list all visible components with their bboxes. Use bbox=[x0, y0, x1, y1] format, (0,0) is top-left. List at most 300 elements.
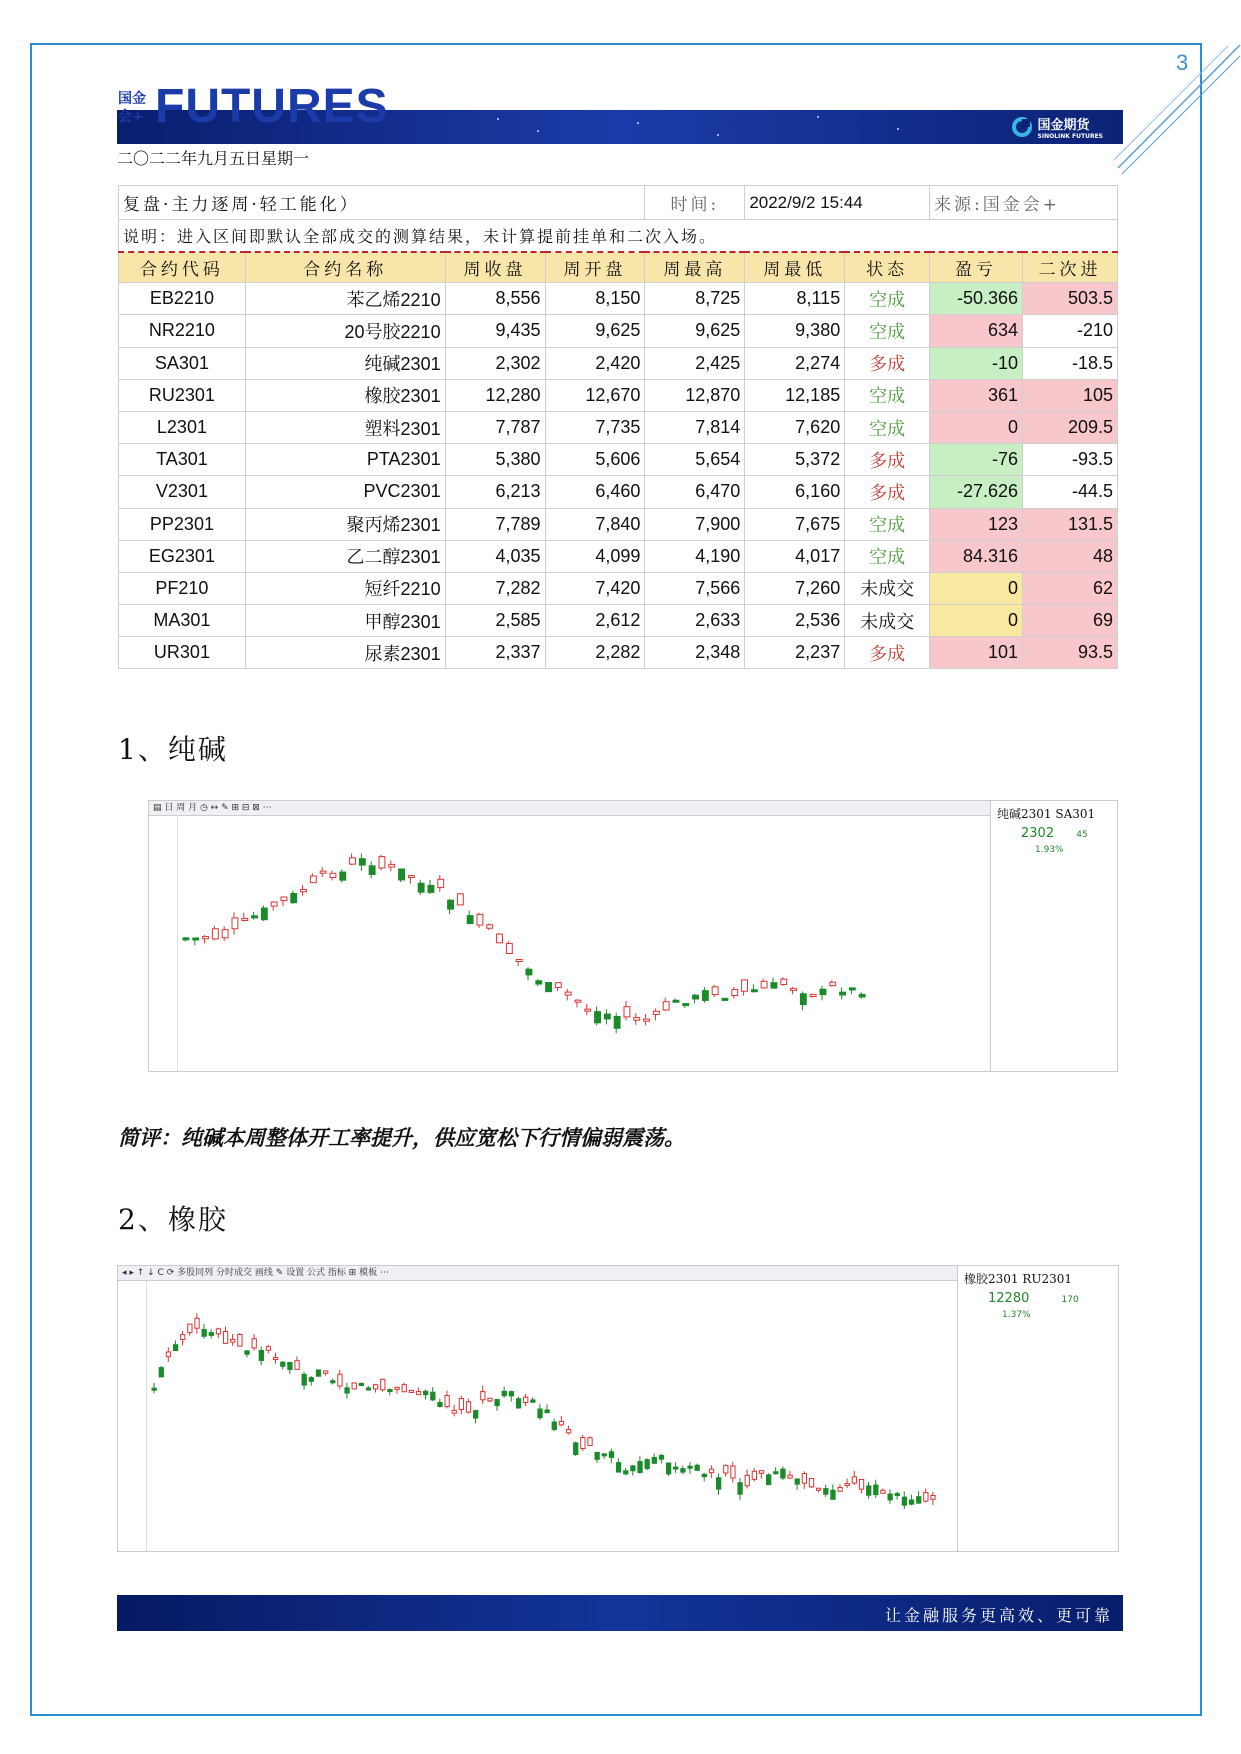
candle bbox=[495, 1400, 499, 1406]
row-name: 短纤2210 bbox=[245, 572, 445, 604]
col-code: 合约代码 bbox=[119, 252, 246, 283]
candle bbox=[634, 1018, 640, 1021]
candle bbox=[409, 1390, 413, 1392]
row-open: 7,840 bbox=[545, 508, 645, 540]
candle bbox=[712, 987, 718, 995]
row-second: 209.5 bbox=[1023, 411, 1118, 443]
soda-quote-lines bbox=[991, 856, 1117, 1072]
table-row bbox=[119, 572, 1118, 604]
rubber-quote-panel bbox=[957, 1266, 1118, 1551]
candle bbox=[395, 1387, 399, 1389]
row-low: 7,675 bbox=[745, 508, 845, 540]
candle bbox=[881, 1490, 885, 1493]
candle bbox=[742, 980, 748, 991]
rubber-kline-chart bbox=[117, 1265, 1119, 1552]
table-row bbox=[119, 476, 1118, 508]
row-code: EG2301 bbox=[119, 540, 246, 572]
row-status: 空成 bbox=[845, 315, 930, 347]
table-note: 说明：进入区间即默认全部成交的测算结果，未计算提前挂单和二次入场。 bbox=[119, 220, 1118, 252]
rubber-quote-title: 橡胶2301 RU2301 bbox=[964, 1272, 1073, 1286]
table-row bbox=[119, 411, 1118, 443]
candle bbox=[232, 918, 238, 929]
candle bbox=[859, 994, 865, 997]
row-name: 苯乙烯2210 bbox=[245, 283, 445, 315]
row-code: TA301 bbox=[119, 444, 246, 476]
candle bbox=[212, 929, 218, 939]
row-pnl: 0 bbox=[930, 411, 1023, 443]
row-close: 8,556 bbox=[445, 283, 545, 315]
row-close: 2,585 bbox=[445, 605, 545, 637]
row-high: 5,654 bbox=[645, 444, 745, 476]
candle bbox=[323, 1371, 327, 1373]
candle bbox=[295, 1361, 299, 1370]
candle bbox=[752, 1471, 756, 1479]
report-date: 二〇二二年九月五日星期一 bbox=[117, 149, 310, 168]
row-open: 2,612 bbox=[545, 605, 645, 637]
soda-pct: 1.93% bbox=[1035, 845, 1064, 855]
row-pnl: 101 bbox=[930, 637, 1023, 669]
col-name: 合约名称 bbox=[245, 252, 445, 283]
row-close: 5,380 bbox=[445, 444, 545, 476]
candle bbox=[310, 876, 316, 883]
candle bbox=[466, 1402, 470, 1412]
candle bbox=[849, 988, 855, 990]
row-close: 2,302 bbox=[445, 347, 545, 379]
candle bbox=[252, 916, 258, 918]
candle bbox=[536, 981, 542, 984]
candle bbox=[195, 1318, 199, 1328]
candle bbox=[340, 872, 346, 880]
candle bbox=[428, 885, 434, 892]
candle bbox=[595, 1012, 601, 1023]
candle bbox=[222, 930, 228, 938]
candle bbox=[653, 1011, 659, 1014]
row-name: 纯碱2301 bbox=[245, 347, 445, 379]
row-name: 甲醇2301 bbox=[245, 605, 445, 637]
candle bbox=[624, 1471, 628, 1474]
candle bbox=[609, 1452, 613, 1458]
row-code: SA301 bbox=[119, 347, 246, 379]
row-name: 尿素2301 bbox=[245, 637, 445, 669]
row-code: UR301 bbox=[119, 637, 246, 669]
page-number: 3 bbox=[1176, 50, 1189, 75]
candle bbox=[502, 1391, 506, 1395]
candle bbox=[350, 858, 356, 864]
candle bbox=[575, 1000, 581, 1002]
candle bbox=[388, 1390, 392, 1392]
candle bbox=[330, 873, 336, 877]
candle bbox=[526, 969, 532, 975]
candle bbox=[845, 1484, 849, 1486]
candle bbox=[674, 1467, 678, 1469]
candle bbox=[809, 1478, 813, 1486]
col-high: 周最高 bbox=[645, 252, 745, 283]
candle bbox=[166, 1352, 170, 1357]
candle bbox=[693, 995, 699, 999]
candle bbox=[624, 1007, 630, 1017]
candle bbox=[273, 1358, 277, 1360]
table-row bbox=[119, 379, 1118, 411]
source-label: 来源:国金会+ bbox=[930, 186, 1118, 220]
candle bbox=[438, 1402, 442, 1406]
row-code: V2301 bbox=[119, 476, 246, 508]
candle bbox=[188, 1324, 192, 1333]
row-low: 8,115 bbox=[745, 283, 845, 315]
candle bbox=[474, 1411, 478, 1419]
candle bbox=[559, 1421, 563, 1424]
candle bbox=[408, 876, 414, 878]
row-second: -44.5 bbox=[1023, 476, 1118, 508]
row-pnl: 634 bbox=[930, 315, 1023, 347]
candle bbox=[702, 1474, 706, 1476]
row-open: 7,420 bbox=[545, 572, 645, 604]
row-name: PVC2301 bbox=[245, 476, 445, 508]
row-low: 4,017 bbox=[745, 540, 845, 572]
candle bbox=[888, 1494, 892, 1500]
candle bbox=[209, 1333, 213, 1336]
row-second: -210 bbox=[1023, 315, 1118, 347]
corner-decoration bbox=[1110, 40, 1241, 180]
candle bbox=[271, 902, 277, 906]
candle bbox=[581, 1437, 585, 1448]
candle bbox=[751, 990, 757, 992]
candle bbox=[761, 981, 767, 988]
row-open: 6,460 bbox=[545, 476, 645, 508]
candle bbox=[193, 938, 199, 940]
candle bbox=[497, 934, 503, 943]
candle bbox=[506, 944, 512, 954]
soda-quote-title: 纯碱2301 SA301 bbox=[997, 807, 1096, 821]
candle bbox=[331, 1381, 335, 1383]
candle bbox=[266, 1347, 270, 1351]
candle bbox=[824, 1489, 828, 1495]
soda-quote-panel bbox=[990, 801, 1117, 1071]
candle bbox=[788, 1475, 792, 1478]
row-code: EB2210 bbox=[119, 283, 246, 315]
candle bbox=[666, 1463, 670, 1474]
candle bbox=[673, 1000, 679, 1002]
row-status: 空成 bbox=[845, 379, 930, 411]
table-row bbox=[119, 540, 1118, 572]
candle bbox=[281, 897, 287, 901]
candle bbox=[288, 1363, 292, 1370]
row-status: 多成 bbox=[845, 476, 930, 508]
candle bbox=[399, 869, 405, 880]
candle bbox=[767, 1475, 771, 1485]
candle bbox=[457, 894, 463, 905]
row-name: 聚丙烯2301 bbox=[245, 508, 445, 540]
row-high: 2,348 bbox=[645, 637, 745, 669]
row-name: 乙二醇2301 bbox=[245, 540, 445, 572]
rubber-quote-lines bbox=[958, 1321, 1118, 1552]
candle bbox=[481, 1392, 485, 1400]
row-close: 7,282 bbox=[445, 572, 545, 604]
candle bbox=[181, 1335, 185, 1340]
candle bbox=[301, 889, 307, 891]
rubber-price: 12280 bbox=[988, 1291, 1030, 1306]
candle bbox=[320, 871, 326, 873]
candle bbox=[771, 983, 777, 988]
rubber-pct: 1.37% bbox=[1002, 1310, 1031, 1320]
candle bbox=[202, 1329, 206, 1336]
weekly-review-table bbox=[118, 185, 1118, 669]
row-open: 2,420 bbox=[545, 347, 645, 379]
candle bbox=[516, 1399, 520, 1408]
candle bbox=[467, 916, 473, 924]
row-code: L2301 bbox=[119, 411, 246, 443]
candle bbox=[738, 1483, 742, 1494]
col-low: 周最低 bbox=[745, 252, 845, 283]
candle bbox=[631, 1466, 635, 1471]
table-header-row bbox=[119, 252, 1118, 283]
candle bbox=[477, 914, 483, 925]
table-row bbox=[119, 605, 1118, 637]
candle bbox=[931, 1495, 935, 1499]
candle bbox=[840, 992, 846, 995]
col-open: 周开盘 bbox=[545, 252, 645, 283]
brand-subtitle: SINOLINK FUTURES bbox=[1037, 133, 1103, 140]
row-open: 9,625 bbox=[545, 315, 645, 347]
row-second: 503.5 bbox=[1023, 283, 1118, 315]
row-low: 12,185 bbox=[745, 379, 845, 411]
candle bbox=[800, 994, 806, 1005]
candle bbox=[702, 991, 708, 1001]
candle bbox=[695, 1465, 699, 1470]
row-name: 橡胶2301 bbox=[245, 379, 445, 411]
row-high: 2,425 bbox=[645, 347, 745, 379]
row-status: 空成 bbox=[845, 508, 930, 540]
row-low: 2,274 bbox=[745, 347, 845, 379]
rubber-change: 170 bbox=[1061, 1295, 1079, 1305]
candle bbox=[516, 959, 522, 961]
candle bbox=[917, 1497, 921, 1503]
candle bbox=[838, 1487, 842, 1491]
candle bbox=[555, 983, 561, 988]
table-row bbox=[119, 444, 1118, 476]
candle bbox=[259, 1350, 263, 1360]
chart-toolbar: ▤ 日 周 月 ◷ ↔ ✎ ⊞ ⊟ ⊠ ⋯ bbox=[149, 801, 1117, 816]
candle bbox=[644, 1019, 650, 1021]
row-second: 48 bbox=[1023, 540, 1118, 572]
row-status: 未成交 bbox=[845, 605, 930, 637]
candle bbox=[716, 1478, 720, 1489]
candle bbox=[183, 938, 189, 940]
candle bbox=[874, 1485, 878, 1495]
candle bbox=[663, 1002, 669, 1010]
row-high: 7,814 bbox=[645, 411, 745, 443]
table-row bbox=[119, 283, 1118, 315]
candle bbox=[546, 982, 552, 991]
row-second: 105 bbox=[1023, 379, 1118, 411]
candle bbox=[374, 1385, 378, 1389]
candle bbox=[316, 1370, 320, 1376]
row-status: 多成 bbox=[845, 347, 930, 379]
candle bbox=[245, 1351, 249, 1354]
time-label: 时间: bbox=[645, 186, 745, 220]
candle bbox=[431, 1392, 435, 1400]
table-row bbox=[119, 347, 1118, 379]
row-code: PP2301 bbox=[119, 508, 246, 540]
section-title-soda: 1、纯碱 bbox=[118, 733, 228, 766]
row-name: PTA2301 bbox=[245, 444, 445, 476]
candle bbox=[724, 1465, 728, 1473]
candle bbox=[203, 937, 209, 939]
table-row bbox=[119, 637, 1118, 669]
candle bbox=[524, 1397, 528, 1402]
candle bbox=[418, 883, 424, 892]
row-low: 9,380 bbox=[745, 315, 845, 347]
col-status: 状态 bbox=[845, 252, 930, 283]
row-open: 4,099 bbox=[545, 540, 645, 572]
footer-banner bbox=[117, 1595, 1123, 1631]
row-close: 12,280 bbox=[445, 379, 545, 411]
row-high: 8,725 bbox=[645, 283, 745, 315]
candle bbox=[424, 1391, 428, 1394]
candle bbox=[379, 857, 385, 868]
brand-name: 国金期货 bbox=[1037, 118, 1090, 133]
candle bbox=[795, 1479, 799, 1484]
candle bbox=[802, 1474, 806, 1484]
row-close: 2,337 bbox=[445, 637, 545, 669]
candle bbox=[604, 1014, 610, 1019]
candle bbox=[732, 990, 738, 996]
candle bbox=[309, 1378, 313, 1382]
candle bbox=[438, 879, 444, 887]
candle bbox=[509, 1392, 513, 1396]
comment-text: 简评：纯碱本周整体开工率提升，供应宽松下行情偏弱震荡。 bbox=[118, 1126, 685, 1150]
row-open: 5,606 bbox=[545, 444, 645, 476]
candle bbox=[302, 1374, 306, 1385]
candle bbox=[588, 1438, 592, 1446]
col-close: 周收盘 bbox=[445, 252, 545, 283]
soda-price: 2302 bbox=[1021, 826, 1055, 841]
row-pnl: -10 bbox=[930, 347, 1023, 379]
row-high: 6,470 bbox=[645, 476, 745, 508]
col-pnl: 盈亏 bbox=[930, 252, 1023, 283]
candle bbox=[402, 1385, 406, 1392]
brand-icon bbox=[1012, 117, 1032, 137]
row-pnl: -50.366 bbox=[930, 283, 1023, 315]
row-low: 2,536 bbox=[745, 605, 845, 637]
row-close: 6,213 bbox=[445, 476, 545, 508]
time-value: 2022/9/2 15:44 bbox=[745, 186, 930, 220]
candle bbox=[810, 994, 816, 996]
row-close: 7,789 bbox=[445, 508, 545, 540]
row-open: 7,735 bbox=[545, 411, 645, 443]
section-title-rubber: 2、橡胶 bbox=[118, 1203, 228, 1236]
candle bbox=[369, 866, 375, 875]
row-status: 未成交 bbox=[845, 572, 930, 604]
candle bbox=[231, 1339, 235, 1342]
candle bbox=[338, 1374, 342, 1386]
row-close: 9,435 bbox=[445, 315, 545, 347]
candle bbox=[389, 864, 395, 867]
rubber-candles bbox=[118, 1280, 958, 1550]
row-pnl: 84.316 bbox=[930, 540, 1023, 572]
candle bbox=[281, 1362, 285, 1366]
table-title: 复盘·主力逐周·轻工能化） bbox=[119, 186, 645, 220]
candle bbox=[859, 1479, 863, 1489]
candle bbox=[616, 1463, 620, 1472]
candle bbox=[924, 1493, 928, 1502]
brand-logo bbox=[1012, 114, 1103, 140]
row-pnl: 0 bbox=[930, 572, 1023, 604]
row-status: 空成 bbox=[845, 540, 930, 572]
row-close: 4,035 bbox=[445, 540, 545, 572]
row-status: 空成 bbox=[845, 283, 930, 315]
candle bbox=[645, 1460, 649, 1469]
candle bbox=[774, 1472, 778, 1474]
candle bbox=[488, 1398, 492, 1401]
row-high: 2,633 bbox=[645, 605, 745, 637]
soda-ash-kline-chart bbox=[148, 800, 1118, 1072]
row-pnl: 0 bbox=[930, 605, 1023, 637]
candle bbox=[291, 893, 297, 902]
row-pnl: -76 bbox=[930, 444, 1023, 476]
candle bbox=[791, 988, 797, 990]
candle bbox=[895, 1494, 899, 1496]
candle bbox=[565, 992, 571, 995]
candle bbox=[602, 1454, 606, 1456]
table-row bbox=[119, 315, 1118, 347]
candle bbox=[817, 1488, 821, 1490]
candle bbox=[545, 1410, 549, 1413]
row-second: 131.5 bbox=[1023, 508, 1118, 540]
row-pnl: 123 bbox=[930, 508, 1023, 540]
candle bbox=[781, 1469, 785, 1478]
row-low: 7,260 bbox=[745, 572, 845, 604]
row-second: 69 bbox=[1023, 605, 1118, 637]
row-second: 62 bbox=[1023, 572, 1118, 604]
row-open: 8,150 bbox=[545, 283, 645, 315]
candle bbox=[909, 1500, 913, 1504]
candle bbox=[745, 1475, 749, 1485]
row-second: -93.5 bbox=[1023, 444, 1118, 476]
candle bbox=[574, 1443, 578, 1455]
row-close: 7,787 bbox=[445, 411, 545, 443]
candle bbox=[242, 918, 248, 920]
row-high: 4,190 bbox=[645, 540, 745, 572]
row-code: MA301 bbox=[119, 605, 246, 637]
candle bbox=[820, 989, 826, 994]
row-low: 7,620 bbox=[745, 411, 845, 443]
candle bbox=[709, 1469, 713, 1472]
candle bbox=[352, 1383, 356, 1389]
row-code: RU2301 bbox=[119, 379, 246, 411]
row-low: 2,237 bbox=[745, 637, 845, 669]
candle bbox=[902, 1497, 906, 1505]
candle bbox=[781, 979, 787, 984]
footer-slogan: 让金融服务更高效、更可靠 bbox=[884, 1606, 1113, 1625]
row-second: 93.5 bbox=[1023, 637, 1118, 669]
candle bbox=[585, 1009, 591, 1011]
candle bbox=[683, 1004, 689, 1006]
row-high: 7,900 bbox=[645, 508, 745, 540]
row-high: 7,566 bbox=[645, 572, 745, 604]
candle bbox=[223, 1332, 227, 1344]
candle bbox=[459, 1399, 463, 1410]
logo-futures-text: FUTURES bbox=[155, 80, 389, 133]
candle bbox=[173, 1345, 177, 1351]
candle bbox=[659, 1455, 663, 1459]
candle bbox=[345, 1388, 349, 1393]
row-status: 多成 bbox=[845, 637, 930, 669]
candle bbox=[538, 1409, 542, 1418]
soda-candles bbox=[149, 815, 889, 1071]
row-open: 2,282 bbox=[545, 637, 645, 669]
col-second: 二次进 bbox=[1023, 252, 1118, 283]
row-low: 5,372 bbox=[745, 444, 845, 476]
